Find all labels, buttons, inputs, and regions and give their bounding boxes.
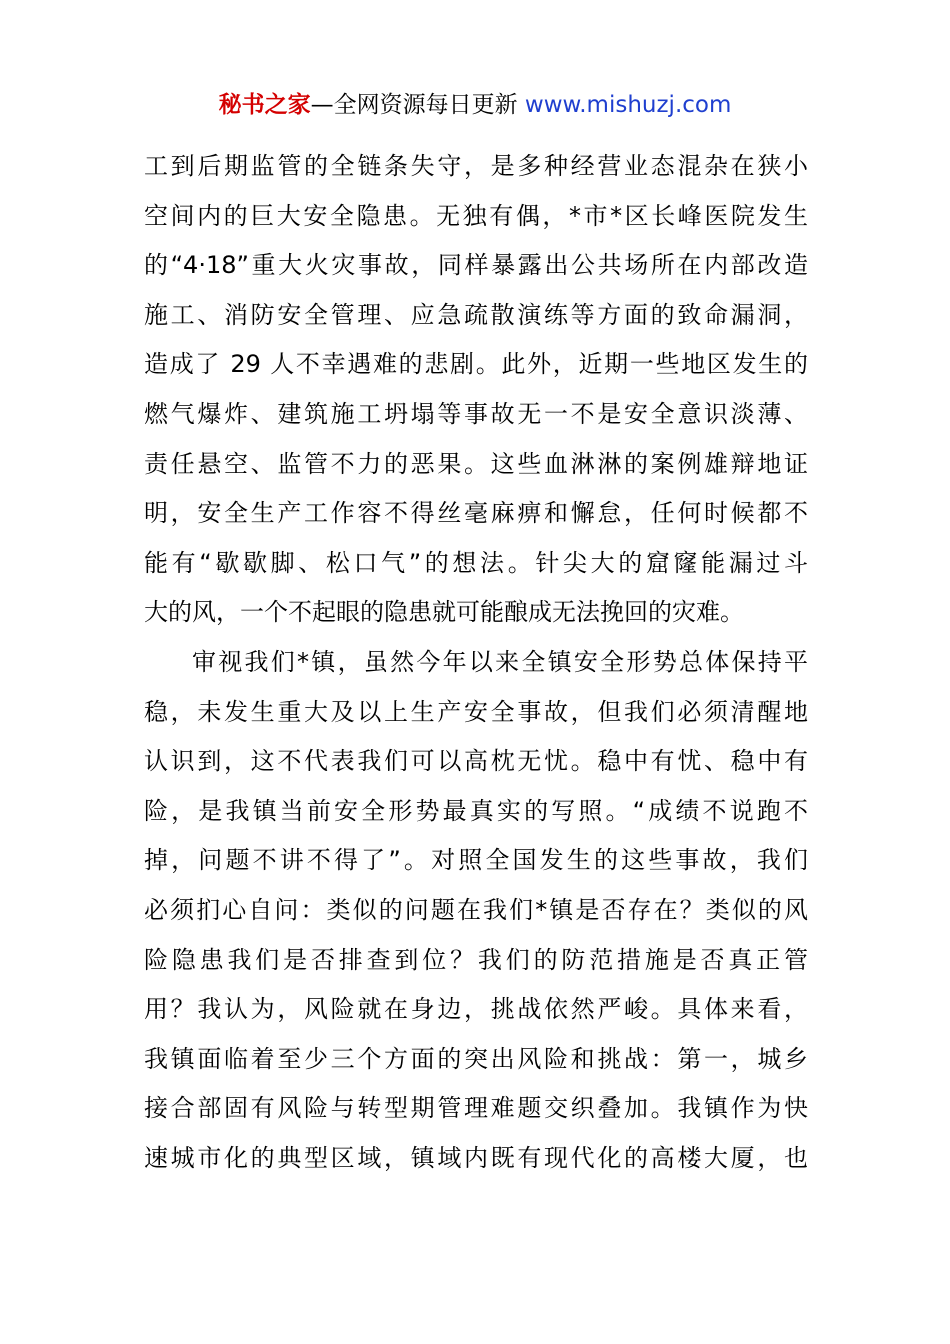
text-line: 稳，未发生重大及以上生产安全事故，但我们必须清醒地 xyxy=(144,697,808,726)
text-line: 空间内的巨大安全隐患。无独有偶，*市*区长峰医院发生 xyxy=(144,201,808,230)
text-line: 必须扪心自问：类似的问题在我们*镇是否存在？类似的风 xyxy=(144,895,808,924)
text-line: 燃气爆炸、建筑施工坍塌等事故无一不是安全意识淡薄、 xyxy=(144,399,808,428)
paragraph-2 xyxy=(144,638,808,1184)
text-line: 速城市化的典型区域，镇域内既有现代化的高楼大厦，也 xyxy=(144,1143,808,1172)
text-line: 工到后期监管的全链条失守，是多种经营业态混杂在狭小 xyxy=(144,152,808,180)
header-brand: 秘书之家 xyxy=(218,92,311,118)
text-line: 我镇面临着至少三个方面的突出风险和挑战：第一，城乡 xyxy=(144,1044,808,1073)
text-line: 明，安全生产工作容不得丝毫麻痹和懈怠，任何时候都不 xyxy=(144,499,808,528)
text-line: 大的风，一个不起眼的隐患就可能酿成无法挽回的灾难。 xyxy=(144,598,744,627)
text-line: 险隐患我们是否排查到位？我们的防范措施是否真正管 xyxy=(144,945,808,974)
text-line: 能有“歇歇脚、松口气”的想法。针尖大的窟窿能漏过斗 xyxy=(144,548,808,577)
text-line: 用？我认为，风险就在身边，挑战依然严峻。具体来看， xyxy=(144,995,808,1024)
text-line: 审视我们*镇，虽然今年以来全镇安全形势总体保持平 xyxy=(192,647,808,676)
text-line: 认识到，这不代表我们可以高枕无忧。稳中有忧、稳中有 xyxy=(144,747,808,776)
page-header xyxy=(0,88,950,122)
header-tagline: —全网资源每日更新 xyxy=(310,92,518,118)
text-line: 施工、消防安全管理、应急疏散演练等方面的致命漏洞， xyxy=(144,300,808,329)
text-line: 造成了 29 人不幸遇难的悲剧。此外，近期一些地区发生的 xyxy=(144,350,808,379)
document-body xyxy=(144,142,808,1183)
text-line: 险，是我镇当前安全形势最真实的写照。“成绩不说跑不 xyxy=(144,796,808,825)
text-line: 掉，问题不讲不得了”。对照全国发生的这些事故，我们 xyxy=(144,846,808,875)
header-url-link[interactable]: www.mishuzj.com xyxy=(524,92,732,118)
text-line: 责任悬空、监管不力的恶果。这些血淋淋的案例雄辩地证 xyxy=(144,449,808,478)
paragraph-1 xyxy=(144,142,808,638)
text-line: 接合部固有风险与转型期管理难题交织叠加。我镇作为快 xyxy=(144,1094,808,1123)
text-line: 的“4·18”重大火灾事故，同样暴露出公共场所在内部改造 xyxy=(144,251,808,280)
